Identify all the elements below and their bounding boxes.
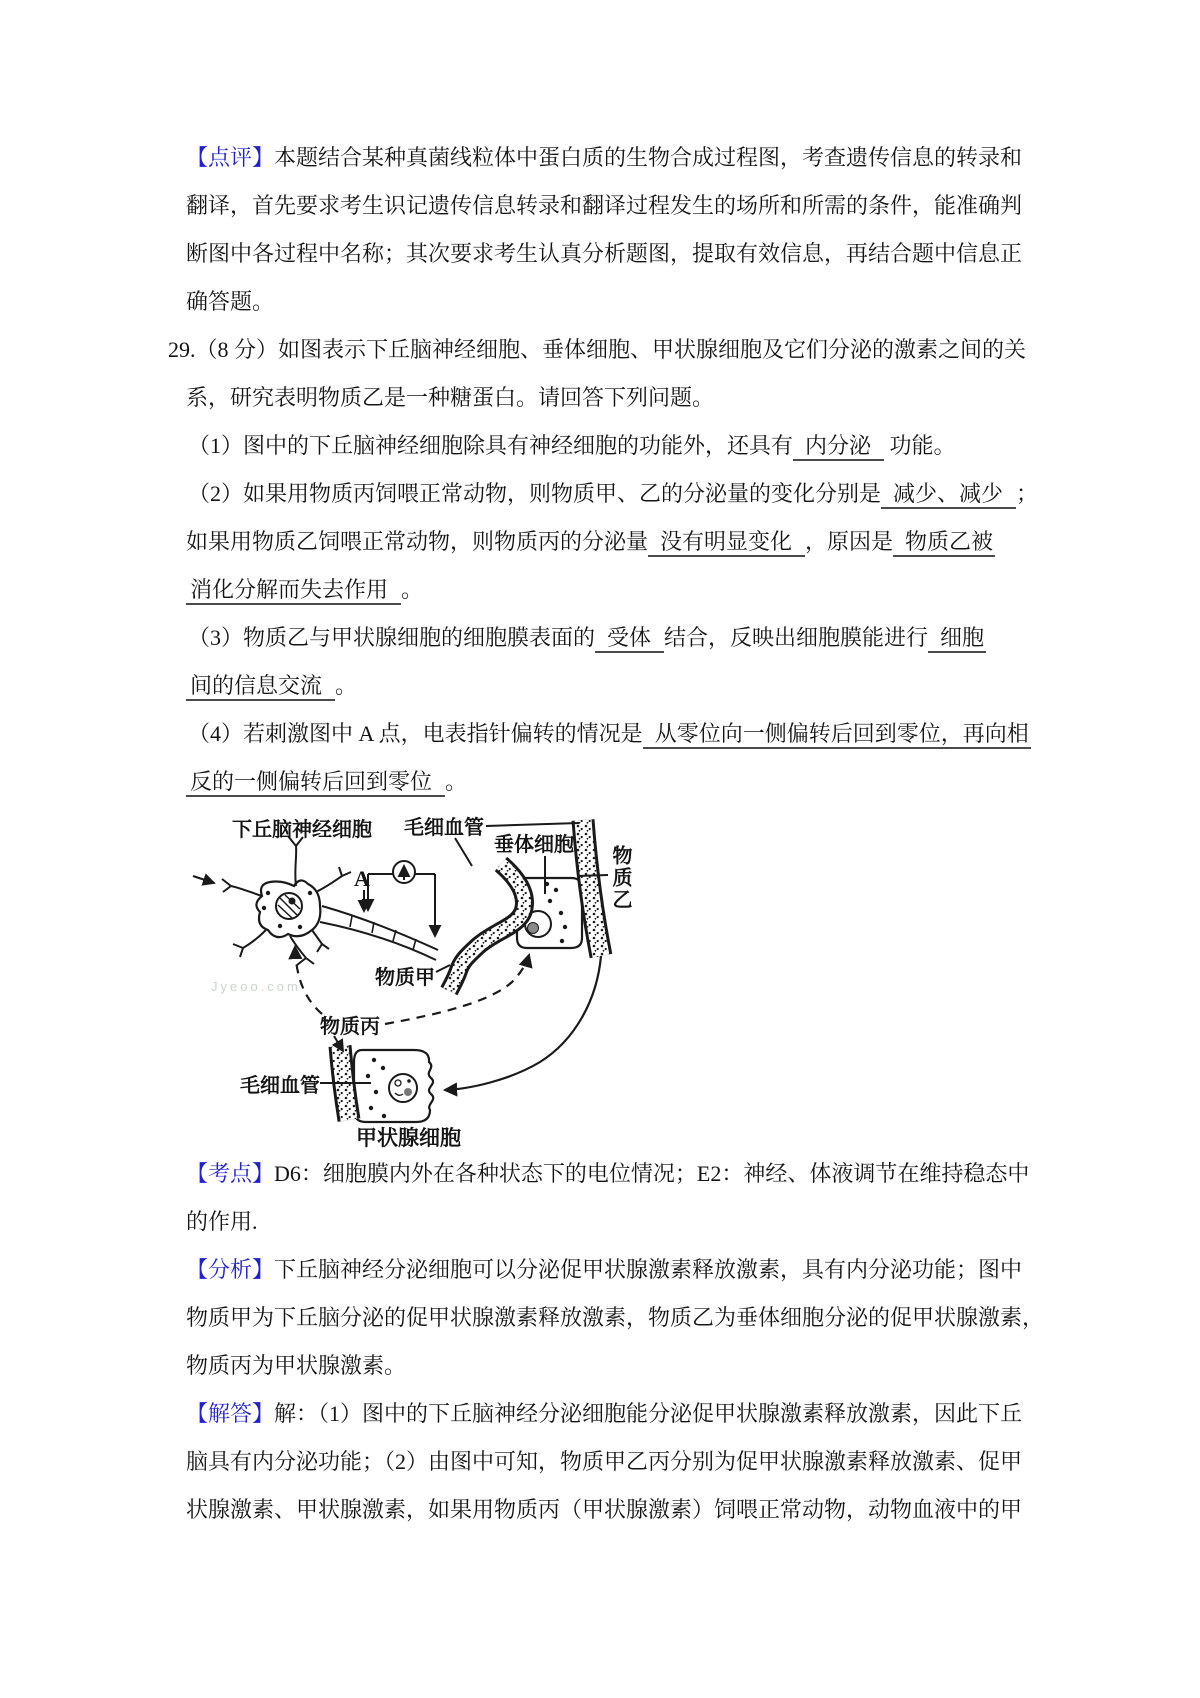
sub-question-3-line-1: （3）物质乙与甲状腺细胞的细胞膜表面的 受体 结合，反映出细胞膜能进行 细胞 [188, 614, 1060, 662]
sub-question-2-line-3: 消化分解而失去作用 。 [186, 566, 1060, 614]
answer-underline: 消化分解而失去作用 [186, 577, 401, 605]
question-number: 29. [168, 337, 196, 362]
label-substance-c: 物质丙 [320, 1016, 380, 1038]
answer-underline: 受体 [595, 625, 664, 653]
solution-line-1: 【解答】解：（1）图中的下丘脑神经分泌细胞能分泌促甲状腺激素释放激素，因此下丘 [186, 1401, 1023, 1426]
axon [320, 906, 438, 960]
thyroid-cell [354, 1050, 433, 1122]
answer-underline: 细胞 [928, 625, 986, 653]
sub-question-2-line-1: （2）如果用物质丙饲喂正常动物，则物质甲、乙的分泌量的变化分别是 减少、减少 ； [188, 470, 1060, 518]
solution-label: 【解答】 [186, 1401, 275, 1426]
hypothalamus-neuron [193, 836, 438, 965]
analysis-line-3: 物质丙为甲状腺激素。 [186, 1353, 407, 1378]
substance-b-to-thyroid-curve [445, 956, 601, 1090]
comment-line-4: 确答题。 [186, 289, 275, 314]
thyroid-nucleus [389, 1074, 417, 1102]
label-pituitary-cell: 垂体细胞 [494, 834, 574, 856]
question-29-stem-line-2: 系，研究表明物质乙是一种糖蛋白。请回答下列问题。 [186, 385, 715, 410]
biology-diagram [180, 792, 660, 1152]
label-point-a: A [354, 866, 370, 891]
answer-underline: 物质乙被 [893, 529, 995, 557]
solution-line-3: 状腺激素、甲状腺激素，如果用物质丙（甲状腺激素）饲喂正常动物，动物血液中的甲 [186, 1497, 1023, 1522]
sub-question-4-line-2: 反的一侧偏转后回到零位 。 [186, 758, 1060, 806]
question-29-stem-line-1: 29.（8 分）如图表示下丘脑神经细胞、垂体细胞、甲状腺细胞及它们分泌的激素之间的关 [168, 337, 1027, 362]
sub-question-3-line-2: 间的信息交流 。 [186, 662, 1060, 710]
sub-question-4-line-1: （4）若刺激图中 A 点，电表指针偏转的情况是 从零位向一侧偏转后回到零位，再向相 [188, 710, 1060, 758]
label-capillary-bottom: 毛细血管 [240, 1075, 320, 1097]
label-substance-a: 物质甲 [375, 967, 435, 989]
comment-line-1 [186, 134, 1060, 182]
keypoint-line-1: 【考点】D6：细胞膜内外在各种状态下的电位情况；E2：神经、体液调节在维持稳态中 [186, 1161, 1030, 1186]
answer-underline: 没有明显变化 [648, 529, 805, 557]
watermark: Jyeoo.com [211, 979, 301, 994]
answer-underline: 反的一侧偏转后回到零位 [186, 769, 445, 797]
analysis-line-1: 【分析】下丘脑神经分泌细胞可以分泌促甲状腺激素释放激素，具有内分泌功能；图中 [186, 1257, 1023, 1282]
solution-line-2: 脑具有内分泌功能；（2）由图中可知，物质甲乙丙分别为促甲状腺激素释放激素、促甲 [186, 1449, 1023, 1474]
stimulus-arrow-icon [193, 876, 214, 883]
keypoint-label: 【考点】 [186, 1161, 275, 1186]
keypoint-line-2: 的作用. [186, 1209, 258, 1234]
comment-line-2: 翻译，首先要求考生识记遗传信息转录和翻译过程发生的场所和所需的条件，能准确判 [186, 193, 1023, 218]
sub-question-2-line-2: 如果用物质乙饲喂正常动物，则物质丙的分泌量 没有明显变化 ，原因是 物质乙被 [186, 518, 1060, 566]
sub-question-1: （1）图中的下丘脑神经细胞除具有神经细胞的功能外，还具有 内分泌 功能。 [188, 422, 1060, 470]
answer-underline: 减少、减少 [881, 481, 1016, 509]
capillary-vessel-middle [449, 864, 524, 991]
answer-underline: 间的信息交流 [186, 673, 335, 701]
capillary-vessel-right [583, 820, 601, 956]
answer-underline: 从零位向一侧偏转后回到零位，再向相 [643, 721, 1031, 749]
label-thyroid-cell: 甲状腺细胞 [356, 1126, 461, 1150]
comment-label: 【点评】 [186, 145, 275, 170]
comment-line-3: 断图中各过程中名称；其次要求考生认真分析题图，提取有效信息，再结合题中信息正 [186, 241, 1023, 266]
analysis-label: 【分析】 [186, 1257, 275, 1282]
comment-text-1: 本题结合某种真菌线粒体中蛋白质的生物合成过程图，考查遗传信息的转录和 [274, 145, 1023, 170]
label-substance-b: 物质乙 [609, 845, 631, 911]
label-capillary-top: 毛细血管 [404, 817, 484, 839]
analysis-line-2: 物质甲为下丘脑分泌的促甲状腺激素释放激素，物质乙为垂体细胞分泌的促甲状腺激素， [186, 1305, 1045, 1330]
label-hypothalamus-neuron: 下丘脑神经细胞 [232, 819, 372, 841]
answer-underline: 内分泌 [793, 433, 884, 461]
ammeter-circuit [364, 861, 435, 936]
